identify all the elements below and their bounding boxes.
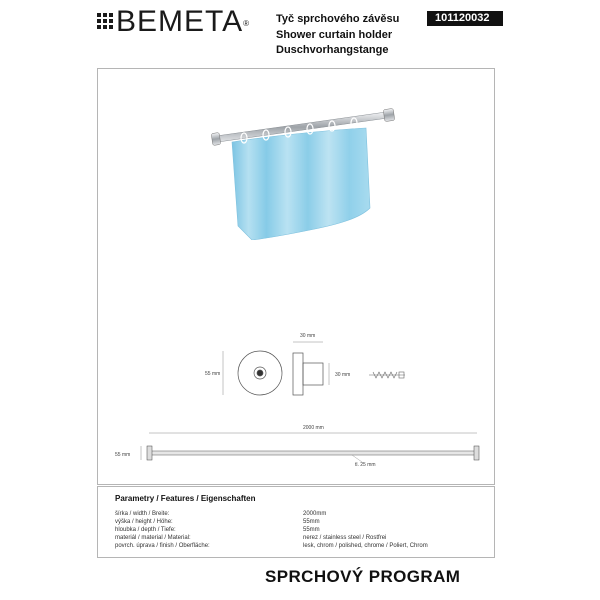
param-value: 55mm (303, 519, 320, 525)
param-value: 55mm (303, 527, 320, 533)
product-titles (276, 12, 399, 59)
param-value: 2000mm (303, 511, 327, 517)
technical-drawing (97, 325, 495, 470)
param-value: lesk, chrom / polished, chrome / Poliert, Chrom (303, 543, 428, 549)
param-value: nerez / stainless steel / Rostfrei (303, 535, 387, 541)
bemeta-grid-logo-icon (97, 13, 113, 29)
screw-detail (369, 372, 405, 378)
top-width-label: 30 mm (300, 333, 316, 339)
program-footer: SPRCHOVÝ PROGRAM (265, 567, 461, 586)
brand-logo: BEMETA® (116, 5, 251, 38)
product-code-badge: 101120032 (427, 11, 503, 26)
tube-thickness-label: tl. 25 mm (355, 462, 376, 468)
end-height-label: 55 mm (115, 452, 131, 458)
param-label: povrch. úprava / finish / Oberfläche: (115, 543, 210, 549)
front-view (238, 351, 282, 395)
title-en: Shower curtain holder (276, 28, 393, 41)
product-photo (210, 100, 400, 240)
rod-length-label: 2000 mm (303, 425, 324, 431)
param-label: šírka / width / Breite: (115, 511, 170, 517)
diameter-label: 55 mm (205, 371, 221, 377)
param-label: výška / height / Höhe: (115, 519, 173, 525)
param-label: hloubka / depth / Tiefe: (115, 527, 176, 533)
param-label: materiál / material / Material: (115, 535, 191, 541)
side-view (293, 353, 323, 395)
side-depth-label: 30 mm (335, 372, 351, 378)
parameters-heading: Parametry / Features / Eigenschaften (115, 494, 256, 503)
title-cz: Tyč sprchového závěsu (276, 13, 400, 25)
title-de: Duschvorhangstange (276, 44, 389, 56)
parameters-panel (97, 486, 495, 558)
